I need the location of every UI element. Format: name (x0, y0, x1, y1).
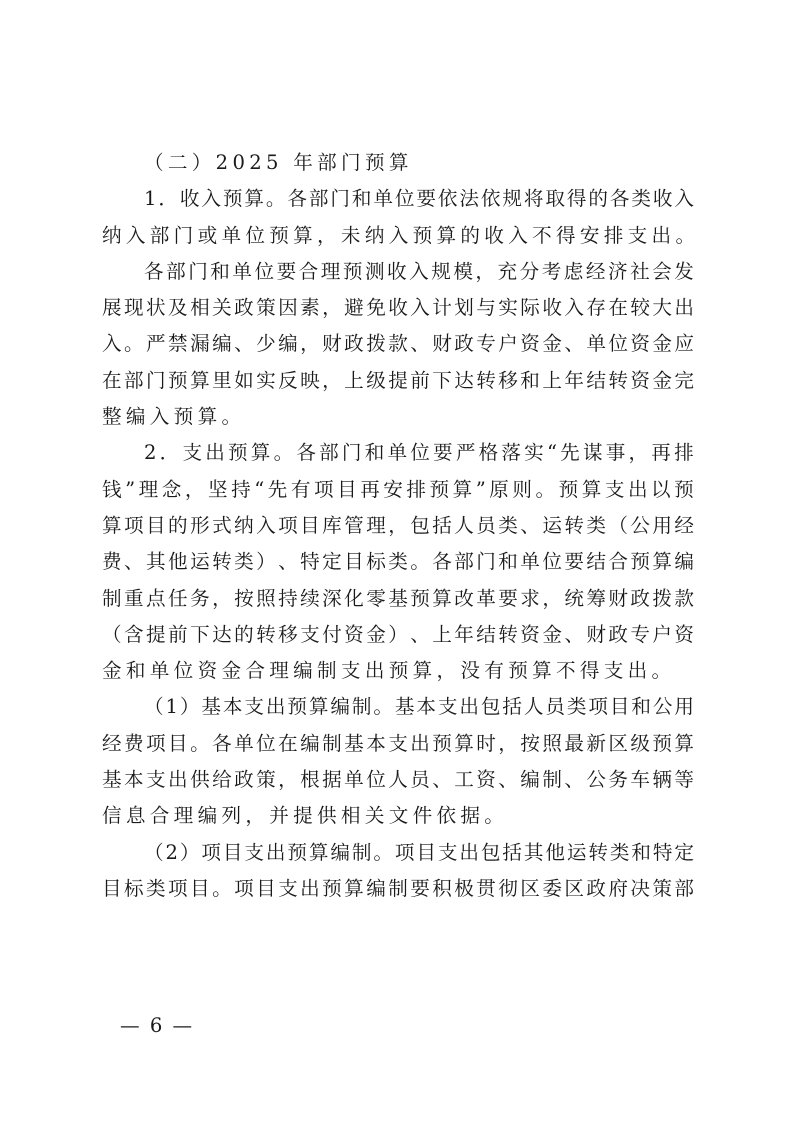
paragraph-section-heading (102, 145, 694, 181)
text-line: 经 费 项 目 。 各 单 位 在 编 制 基 本 支 出 预 算 时 ， 按 照 最 新 区 级 预 算 (102, 731, 694, 755)
text-line: 整编入预算。 (102, 405, 246, 429)
paragraph-project-expenditure (102, 835, 694, 908)
text-line: 金和单位资金合理编制支出预算，没有预算不得支出。 (102, 659, 676, 683)
text-line: 算 项 目 的 形 式 纳 入 项 目 库 管 理 ， 包 括 人 员 类 、 运 转 类 （ 公 用 经 (102, 513, 694, 537)
paragraph-income-budget (102, 181, 700, 254)
text-line: 展 现 状 及 相 关 政 策 因 素 ， 避 免 收 入 计 划 与 实 际 收 入 存 在 较 大 出 (102, 296, 694, 320)
text-line: （二）2025 年部门预算 (144, 151, 413, 174)
document-body (102, 145, 700, 907)
text-line: 纳入部门或单位预算，未纳入预算的收入不得安排支出。 (102, 223, 700, 247)
text-line: 入 。 严 禁 漏 编 、 少 编 ， 财 政 拨 款 、 财 政 专 户 资 金 、 单 位 资 金 应 (102, 332, 694, 356)
text-line: 钱 ” 理 念 ， 坚 持 “ 先 有 项 目 再 安 排 预 算 ” 原 则 。 预 算 支 出 以 预 (102, 477, 694, 501)
text-line: 基 本 支 出 供 给 政 策 ， 根 据 单 位 人 员 、 工 资 、 编 制 、 公 务 车 辆 等 (102, 768, 694, 792)
paragraph-income-forecast (102, 254, 694, 435)
text-line: （ 1 ） 基 本 支 出 预 算 编 制 。 基 本 支 出 包 括 人 员 类 项 目 和 公 用 (144, 695, 694, 719)
text-line: （ 含 提 前 下 达 的 转 移 支 付 资 金 ） 、 上 年 结 转 资 金 、 财 政 专 户 资 (102, 622, 694, 646)
text-line: 目 标 类 项 目 。 项 目 支 出 预 算 编 制 要 积 极 贯 彻 区 委 区 政 府 决 策 部 (102, 876, 694, 900)
paragraph-expenditure-budget (102, 435, 694, 689)
text-line: 各 部 门 和 单 位 要 合 理 预 测 收 入 规 模 ， 充 分 考 虑 经 济 社 会 发 (144, 259, 694, 283)
paragraph-basic-expenditure (102, 689, 694, 834)
text-line: （ 2 ） 项 目 支 出 预 算 编 制 。 项 目 支 出 包 括 其 他 运 转 类 和 特 定 (144, 840, 694, 864)
text-line: 费 、 其 他 运 转 类 ） 、 特 定 目 标 类 。 各 部 门 和 单 位 要 结 合 预 算 编 (102, 550, 694, 574)
text-line: 信息合理编列，并提供相关文件依据。 (102, 804, 509, 828)
text-line: 制 重 点 任 务 ， 按 照 持 续 深 化 零 基 预 算 改 革 要 求 ， 统 筹 财 政 拨 款 (102, 586, 694, 610)
text-line: 1 ． 收 入 预 算 。 各 部 门 和 单 位 要 依 法 依 规 将 取 得 的 各 类 收 入 (144, 187, 694, 211)
text-line: 在 部 门 预 算 里 如 实 反 映 ， 上 级 提 前 下 达 转 移 和 上 年 结 转 资 金 完 (102, 368, 694, 392)
page-number: — 6 — (120, 1014, 195, 1037)
text-line: 2 ． 支 出 预 算 。 各 部 门 和 单 位 要 严 格 落 实 “ 先 谋 事 ， 再 排 (144, 441, 694, 465)
